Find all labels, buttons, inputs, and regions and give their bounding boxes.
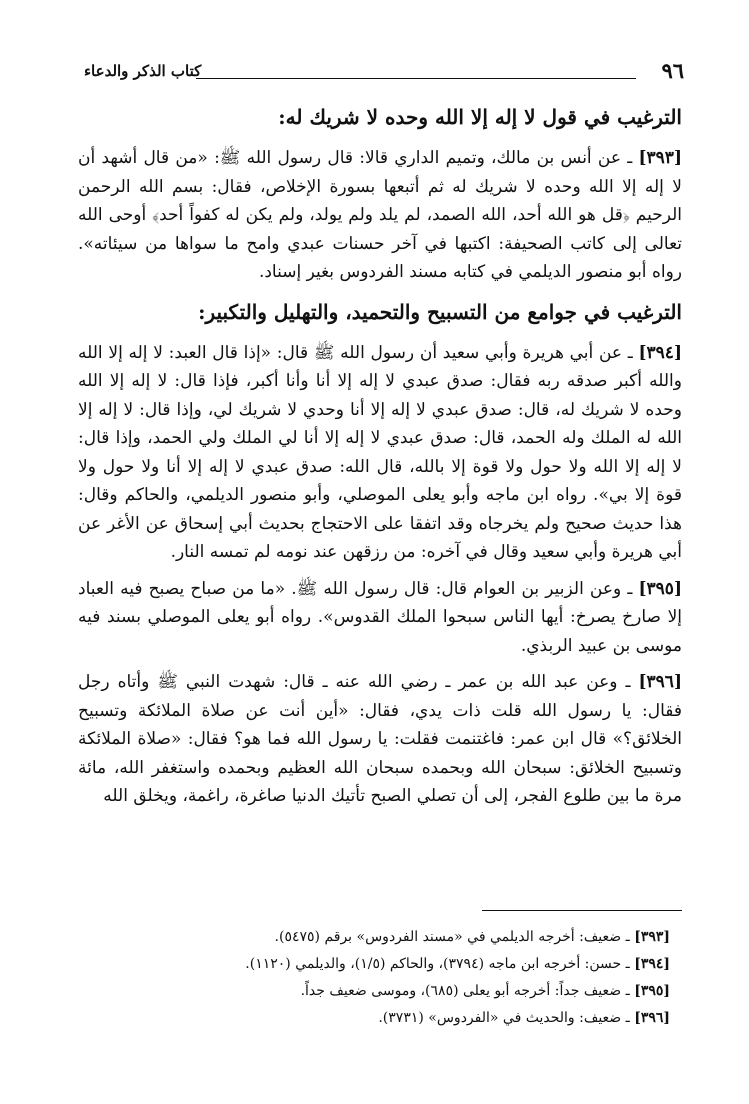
footnote-list [78,910,682,1032]
page-content [78,96,682,819]
page-header [84,58,684,84]
hadith-number: [٣٩٤] [638,342,682,363]
hadith-number: [٣٩٥] [638,578,682,599]
hadith-paragraph [78,668,682,811]
footnote-number: [٣٩٦] [634,1010,670,1026]
footnote-number: [٣٩٥] [634,983,670,999]
hadith-paragraph [78,144,682,287]
footnotes [78,910,682,1032]
footnote-item [78,978,670,1005]
footnote-item [78,951,670,978]
footnote-item [78,924,670,951]
section-heading: الترغيب في جوامع من التسبيح والتحميد، والتهليل والتكبير: [198,299,682,324]
running-title: كتاب الذكر والدعاء [84,62,202,80]
footnote-text: ـ ضعيف جداً: أخرجه أبو يعلى (٦٨٥)، وموسى ضعيف جداً. [300,983,635,999]
hadith-text: ـ عن أنس بن مالك، وتميم الداري قالا: قال رسول الله ﷺ: «من قال أشهد أن لا إله إلا الله وحده لا شريك له ثم أتبعها بسورة الإخلاص، فقال: بسم الله الرحمن الرحيم ﴿قل هو الله أحد، الله الصمد، لم يلد ولم يولد، ولم يكن له كفواً أحد﴾ أوحى الله تعالى إلى كاتب الصحيفة: اكتبها في آخر حسنات عبدي وامح ما سواها من سيئاته». رواه أبو منصور الديلمي في كتابه مسند الفردوس بغير إسناد. [78,148,682,282]
hadith-paragraph [78,575,682,661]
page-number: ٩٦ [661,58,684,83]
hadith-paragraph [78,339,682,567]
footnote-rule [482,910,682,911]
hadith-text: ـ عن أبي هريرة وأبي سعيد أن رسول الله ﷺ قال: «إذا قال العبد: لا إله إلا الله والله أكبر صدقه ربه فقال: صدق عبدي لا إله إلا أنا وأنا أكبر، فإذا قال: لا إله إلا الله وحده لا شريك له، قال: صدق عبدي لا إله إلا أنا وحدي لا شريك لي، وإذا قال: لا إله إلا الله له الملك وله الحمد، قال: صدق عبدي لا إله إلا أنا لي الملك ولي الحمد، وإذا قال: لا إله إلا الله ولا حول ولا قوة إلا بالله، قال الله: صدق عبدي لا إله إلا أنا ولا حول ولا قوة إلا بي». رواه ابن ماجه وأبو يعلى الموصلي، وأبو منصور الديلمي، والحاكم وقال: هذا حديث صحيح ولم يخرجاه وقد اتفقا على الاحتجاج بحديث أبي إسحاق عن الأغر عن أبي هريرة وأبي سعيد وقال في آخره: من رزقهن عند نومه لم تمسه النار. [78,342,682,562]
footnote-number: [٣٩٤] [634,956,670,972]
hadith-number: [٣٩٦] [638,672,682,692]
hadith-text: ـ وعن عبد الله بن عمر ـ رضي الله عنه ـ قال: شهدت النبي ﷺ وأتاه رجل فقال: يا رسول الله قلت ذات يدي، فقال: «أين أنت عن صلاة الملائكة وتسبيح الخلائق؟» قال ابن عمر: فاغتنمت فقلت: يا رسول الله فما هو؟ فقال: «صلاة الملائكة وتسبيح الخلائق: سبحان الله وبحمده سبحان الله العظيم وبحمده واستغفر الله، مائة مرة ما بين طلوع الفجر، إلى أن تصلي الصبح تأتيك الدنيا صاغرة، راغمة، ويخلق الله [78,672,682,806]
hadith-number: [٣٩٣] [638,148,682,168]
section-heading: الترغيب في قول لا إله إلا الله وحده لا شريك له: [278,105,682,129]
footnote-text: ـ ضعيف: والحديث في «الفردوس» (٣٧٣١). [378,1010,635,1026]
footnote-item [78,1005,670,1032]
hadith-text: ـ وعن الزبير بن العوام قال: قال رسول الله ﷺ. «ما من صباح يصبح فيه العباد إلا صارخ يصرخ: أيها الناس سبحوا الملك القدوس». رواه أبو يعلى الموصلي بسند فيه موسى بن عبيد الربذي. [78,578,682,656]
footnote-number: [٣٩٣] [634,929,670,945]
footnote-text: ـ حسن: أخرجه ابن ماجه (٣٧٩٤)، والحاكم (١/٥)، والديلمي (١١٢٠). [245,956,635,972]
footnote-text: ـ ضعيف: أخرجه الديلمي في «مسند الفردوس» برقم (٥٤٧٥). [274,929,635,945]
header-rule [196,78,636,79]
